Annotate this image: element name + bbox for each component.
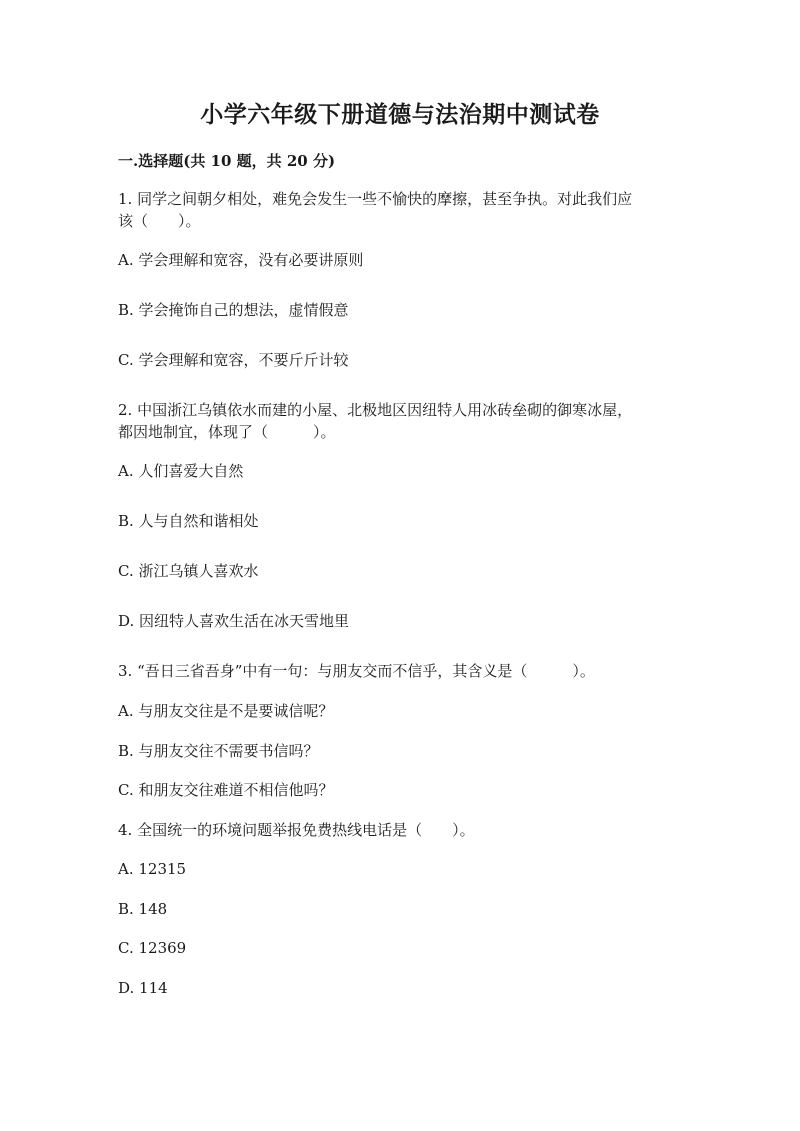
question-2-option-d: D. 因纽特人喜欢生活在冰天雪地里: [118, 612, 350, 630]
question-1-stem-line-2: 该（ ）。: [118, 212, 201, 230]
question-4-stem: 4. 全国统一的环境问题举报免费热线电话是（ ）。: [118, 821, 475, 839]
question-3-option-b: B. 与朋友交往不需要书信吗？: [118, 742, 319, 760]
section-heading: 一.选择题(共 10 题，共 20 分): [118, 152, 336, 170]
question-2-stem-line-2: 都因地制宜，体现了（ ）。: [118, 423, 336, 441]
question-2-option-a: A. 人们喜爱大自然: [118, 462, 244, 480]
question-1-stem-line-1: 1. 同学之间朝夕相处，难免会发生一些不愉快的摩擦，甚至争执。对此我们应: [118, 190, 633, 208]
question-2-stem-line-1: 2. 中国浙江乌镇依水而建的小屋、北极地区因纽特人用冰砖垒砌的御寒冰屋，: [118, 401, 633, 419]
question-2-option-b: B. 人与自然和谐相处: [118, 512, 259, 530]
question-1-option-c: C. 学会理解和宽容，不要斤斤计较: [118, 351, 349, 369]
question-4-option-a: A. 12315: [118, 860, 187, 878]
question-2-option-c: C. 浙江乌镇人喜欢水: [118, 562, 259, 580]
question-3-option-c: C. 和朋友交往难道不相信他吗？: [118, 781, 334, 799]
question-1-option-a: A. 学会理解和宽容，没有必要讲原则: [118, 251, 364, 269]
page-title: 小学六年级下册道德与法治期中测试卷: [200, 101, 600, 128]
question-1-option-b: B. 学会掩饰自己的想法，虚情假意: [118, 301, 349, 319]
question-4-option-d: D. 114: [118, 979, 168, 997]
question-4-option-b: B. 148: [118, 900, 168, 918]
question-3-stem: 3. “吾日三省吾身”中有一句：与朋友交而不信乎，其含义是（ ）。: [118, 662, 595, 680]
question-3-option-a: A. 与朋友交往是不是要诚信呢？: [118, 702, 334, 720]
question-4-option-c: C. 12369: [118, 939, 187, 957]
